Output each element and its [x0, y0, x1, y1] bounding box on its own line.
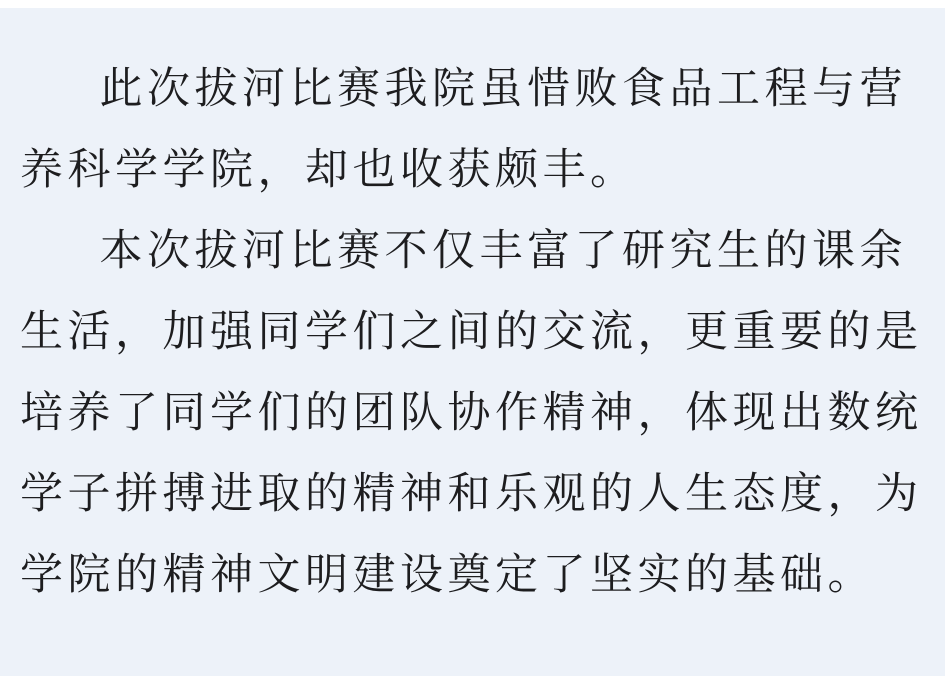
- paragraph-2-line-4: 学子拼搏进取的精神和乐观的人生态度，为: [20, 470, 923, 518]
- paragraph-2-line-2: 生活，加强同学们之间的交流，更重要的是: [20, 308, 923, 356]
- paragraph-2-line-3: 培养了同学们的团队协作精神，体现出数统: [20, 389, 923, 437]
- article-text: [20, 49, 921, 616]
- paragraph-2-line-5: 学院的精神文明建设奠定了坚实的基础。: [20, 551, 875, 599]
- paragraph-1-line-1: 此次拔河比赛我院虽惜败食品工程与营: [99, 65, 908, 113]
- paragraph-2-line-1: 本次拔河比赛不仅丰富了研究生的课余: [99, 227, 908, 275]
- paragraph-1-line-2: 养科学学院，却也收获颇丰。: [20, 146, 638, 194]
- article-background: [0, 8, 945, 676]
